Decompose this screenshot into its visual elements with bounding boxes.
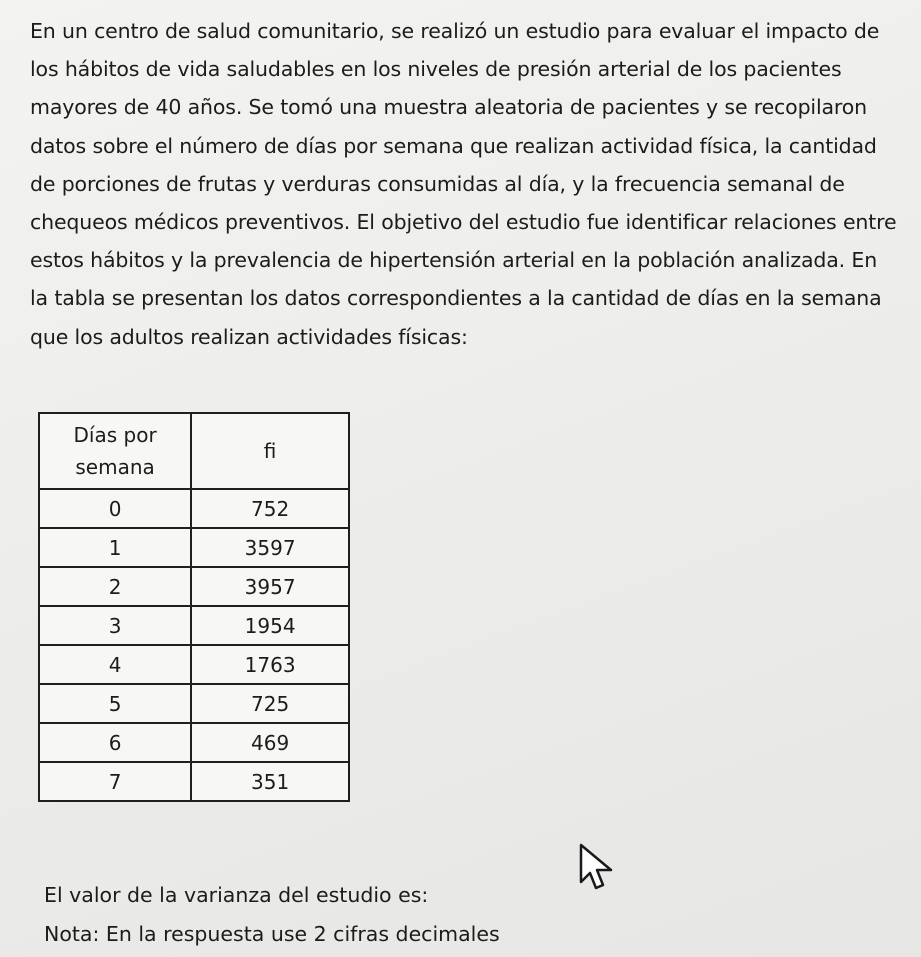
cell-days: 0 <box>39 489 191 528</box>
cell-days: 4 <box>39 645 191 684</box>
cell-frequency: 351 <box>191 762 349 801</box>
cell-days: 1 <box>39 528 191 567</box>
frequency-table <box>38 412 350 802</box>
cell-frequency: 752 <box>191 489 349 528</box>
cell-frequency: 725 <box>191 684 349 723</box>
table-row <box>39 567 349 606</box>
cell-frequency: 3957 <box>191 567 349 606</box>
question-text: El valor de la varianza del estudio es: <box>44 883 429 907</box>
table-row <box>39 489 349 528</box>
table-row <box>39 684 349 723</box>
cell-days: 2 <box>39 567 191 606</box>
cell-days: 6 <box>39 723 191 762</box>
table-row <box>39 762 349 801</box>
table-row <box>39 645 349 684</box>
header-days-line1: Días por <box>73 423 157 447</box>
cell-frequency: 1954 <box>191 606 349 645</box>
header-frequency: fi <box>191 413 349 489</box>
cell-days: 3 <box>39 606 191 645</box>
cell-days: 7 <box>39 762 191 801</box>
cell-frequency: 1763 <box>191 645 349 684</box>
cell-days: 5 <box>39 684 191 723</box>
table-header-row <box>39 413 349 489</box>
note-text: Nota: En la respuesta use 2 cifras decimales <box>44 922 500 946</box>
intro-paragraph: En un centro de salud comunitario, se realizó un estudio para evaluar el impacto de los hábitos de vida saludables en los niveles de presión arterial de los pacientes mayores de 40 años. Se tomó una muestra aleatoria de pacientes y se recopilaron datos sobre el número de días por semana que realizan actividad física, la cantidad de porciones de frutas y verduras consumidas al día, y la frecuencia semanal de chequeos médicos preventivos. El objetivo del estudio fue identificar relaciones entre estos hábitos y la prevalencia de hipertensión arterial en la población analizada. En la tabla se presentan los datos correspondientes a la cantidad de días en la semana que los adultos realizan actividades físicas: <box>30 19 897 349</box>
cell-frequency: 3597 <box>191 528 349 567</box>
table-row <box>39 606 349 645</box>
header-days-line2: semana <box>75 455 155 479</box>
table-row <box>39 528 349 567</box>
cell-frequency: 469 <box>191 723 349 762</box>
header-days-per-week <box>39 413 191 489</box>
table-row <box>39 723 349 762</box>
mouse-pointer-icon <box>578 842 622 894</box>
